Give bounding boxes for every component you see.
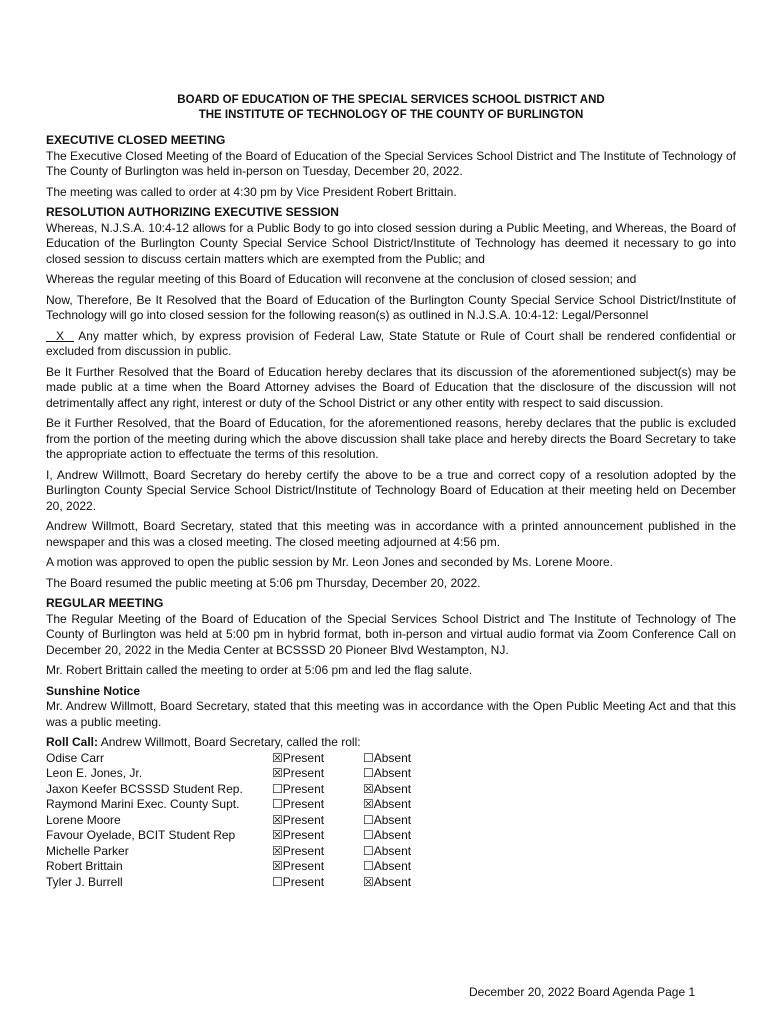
resolution-paragraph-9: A motion was approved to open the public session by Mr. Leon Jones and seconded by Ms. Lorene Moore.: [46, 555, 614, 569]
absent-checkbox: ☐Absent: [363, 750, 412, 765]
roll-call-row: [46, 875, 411, 891]
page-footer: December 20, 2022 Board Agenda Page 1: [469, 985, 696, 999]
resolution-paragraph-2: Whereas the regular meeting of this Board of Education will reconvene at the conclusion of closed session; and: [46, 272, 637, 286]
absent-checkbox: ☒Absent: [363, 797, 412, 811]
regular-paragraph-2: Mr. Robert Brittain called the meeting to order at 5:06 pm and led the flag salute.: [46, 663, 473, 677]
roll-call-row: [46, 782, 411, 798]
resolution-paragraph-6: Be it Further Resolved, that the Board of Education, for the aforementioned reasons, hereby declares that the public is excluded from the portion of the meeting during which the above discussion shall take place and hereby directs the Board Secretary to take the appropriate action to effectuate the terms of this resolution.: [46, 416, 736, 461]
resolution-paragraph-3: Now, Therefore, Be It Resolved that the Board of Education of the Burlington County Special Service School District/Institute of Technology will go into closed session for the following reason(s) as outlined in N.J.S.A. 10:4-12: Legal/Personnel: [46, 292, 736, 322]
present-checkbox: ☐Present: [272, 874, 325, 889]
absent-checkbox: ☒Absent: [363, 781, 412, 796]
resolution-paragraph-1: Whereas, N.J.S.A. 10:4-12 allows for a Public Body to go into closed session during a Public Meeting, and Whereas, the Board of Education of the Burlington County Special Service School District/Institute of Technology has deemed it necessary to go into closed session to discuss certain matters which are exempted from the Public; and: [46, 220, 736, 266]
roll-call-row: [46, 797, 411, 813]
roll-call-row: [46, 859, 411, 875]
roll-call-table: [46, 751, 411, 891]
exec-paragraph-2: The meeting was called to order at 4:30 pm by Vice President Robert Brittain.: [46, 184, 457, 199]
resolution-paragraph-10: The Board resumed the public meeting at 5:06 pm Thursday, December 20, 2022.: [46, 575, 481, 590]
roll-call-intro-text: Andrew Willmott, Board Secretary, called the roll:: [98, 735, 361, 749]
absent-checkbox: ☐Absent: [363, 859, 412, 873]
member-name: Favour Oyelade, BCIT Student Rep: [46, 828, 236, 842]
document-page: [46, 93, 736, 890]
resolution-paragraph-7: I, Andrew Willmott, Board Secretary do hereby certify the above to be a true and correct copy of a resolution adopted by the Burlington County Special Service School District/Institute of Technology Board of Education at their meeting held on December 20, 2022.: [46, 467, 736, 513]
present-checkbox: ☒Present: [272, 766, 325, 780]
absent-checkbox: ☐Absent: [363, 828, 412, 842]
absent-checkbox: ☐Absent: [363, 766, 412, 780]
absent-checkbox: ☐Absent: [363, 843, 412, 858]
present-checkbox: ☒Present: [272, 828, 325, 842]
sunshine-paragraph: Mr. Andrew Willmott, Board Secretary, stated that this meeting was in accordance with the Open Public Meeting Act and that this was a public meeting.: [46, 699, 736, 729]
resolution-heading: RESOLUTION AUTHORIZING EXECUTIVE SESSION: [46, 205, 339, 219]
roll-call-intro: [46, 735, 736, 751]
member-name: Leon E. Jones, Jr.: [46, 766, 143, 780]
absent-checkbox: ☒Absent: [363, 874, 412, 889]
member-name: Robert Brittain: [46, 859, 123, 873]
x-mark: X: [46, 328, 75, 343]
sunshine-heading: Sunshine Notice: [46, 683, 141, 698]
roll-call-row: [46, 844, 411, 860]
present-checkbox: ☒Present: [272, 812, 325, 827]
member-name: Michelle Parker: [46, 843, 129, 858]
roll-call-row: [46, 828, 411, 844]
member-name: Raymond Marini Exec. County Supt.: [46, 797, 240, 811]
member-name: Odise Carr: [46, 750, 105, 765]
absent-checkbox: ☐Absent: [363, 812, 412, 827]
present-checkbox: ☒Present: [272, 859, 325, 873]
roll-call-row: [46, 751, 411, 767]
exec-paragraph-1: The Executive Closed Meeting of the Board of Education of the Special Services School District and The Institute of Technology of The County of Burlington was held in-person on Tuesday, December 20, 2022.: [46, 148, 736, 178]
document-title: [46, 93, 736, 123]
roll-call-label: Roll Call:: [46, 735, 99, 749]
resolution-paragraph-8: Andrew Willmott, Board Secretary, stated that this meeting was in accordance with a printed announcement published in the newspaper and this was a closed meeting. The closed meeting adjourned at 4:56 pm.: [46, 519, 736, 549]
present-checkbox: ☐Present: [272, 781, 325, 796]
member-name: Jaxon Keefer BCSSSD Student Rep.: [46, 781, 243, 796]
x-item-text: Any matter which, by express provision of Federal Law, State Statute or Rule of Court shall be rendered confidential or excluded from discussion in public.: [46, 328, 736, 358]
title-line-2: THE INSTITUTE OF TECHNOLOGY OF THE COUNTY OF BURLINGTON: [198, 109, 584, 121]
title-line-1: BOARD OF EDUCATION OF THE SPECIAL SERVICES SCHOOL DISTRICT AND: [177, 94, 605, 106]
present-checkbox: ☐Present: [272, 797, 325, 811]
regular-paragraph-1: The Regular Meeting of the Board of Education of the Special Services School District and The Institute of Technology of The County of Burlington was held at 5:00 pm in hybrid format, both in-person and virtual audio format via Zoom Conference Call on December 20, 2022 in the Media Center at BCSSSD 20 Pioneer Blvd Westampton, NJ.: [46, 611, 736, 657]
present-checkbox: ☒Present: [272, 843, 325, 858]
roll-call-row: [46, 766, 411, 782]
resolution-x-item: [46, 329, 736, 360]
resolution-paragraph-5: Be It Further Resolved that the Board of Education hereby declares that its discussion of the aforementioned subject(s) may be made public at a time when the Board Attorney advises the Board of Education that the disclosure of the discussion will not detrimentally affect any right, interest or duty of the School District or any other entity with respect to said discussion.: [46, 364, 736, 410]
member-name: Lorene Moore: [46, 812, 121, 827]
regular-heading: REGULAR MEETING: [46, 596, 164, 610]
present-checkbox: ☒Present: [272, 750, 325, 765]
roll-call-row: [46, 813, 411, 829]
member-name: Tyler J. Burrell: [46, 874, 123, 889]
exec-heading: EXECUTIVE CLOSED MEETING: [46, 133, 226, 147]
